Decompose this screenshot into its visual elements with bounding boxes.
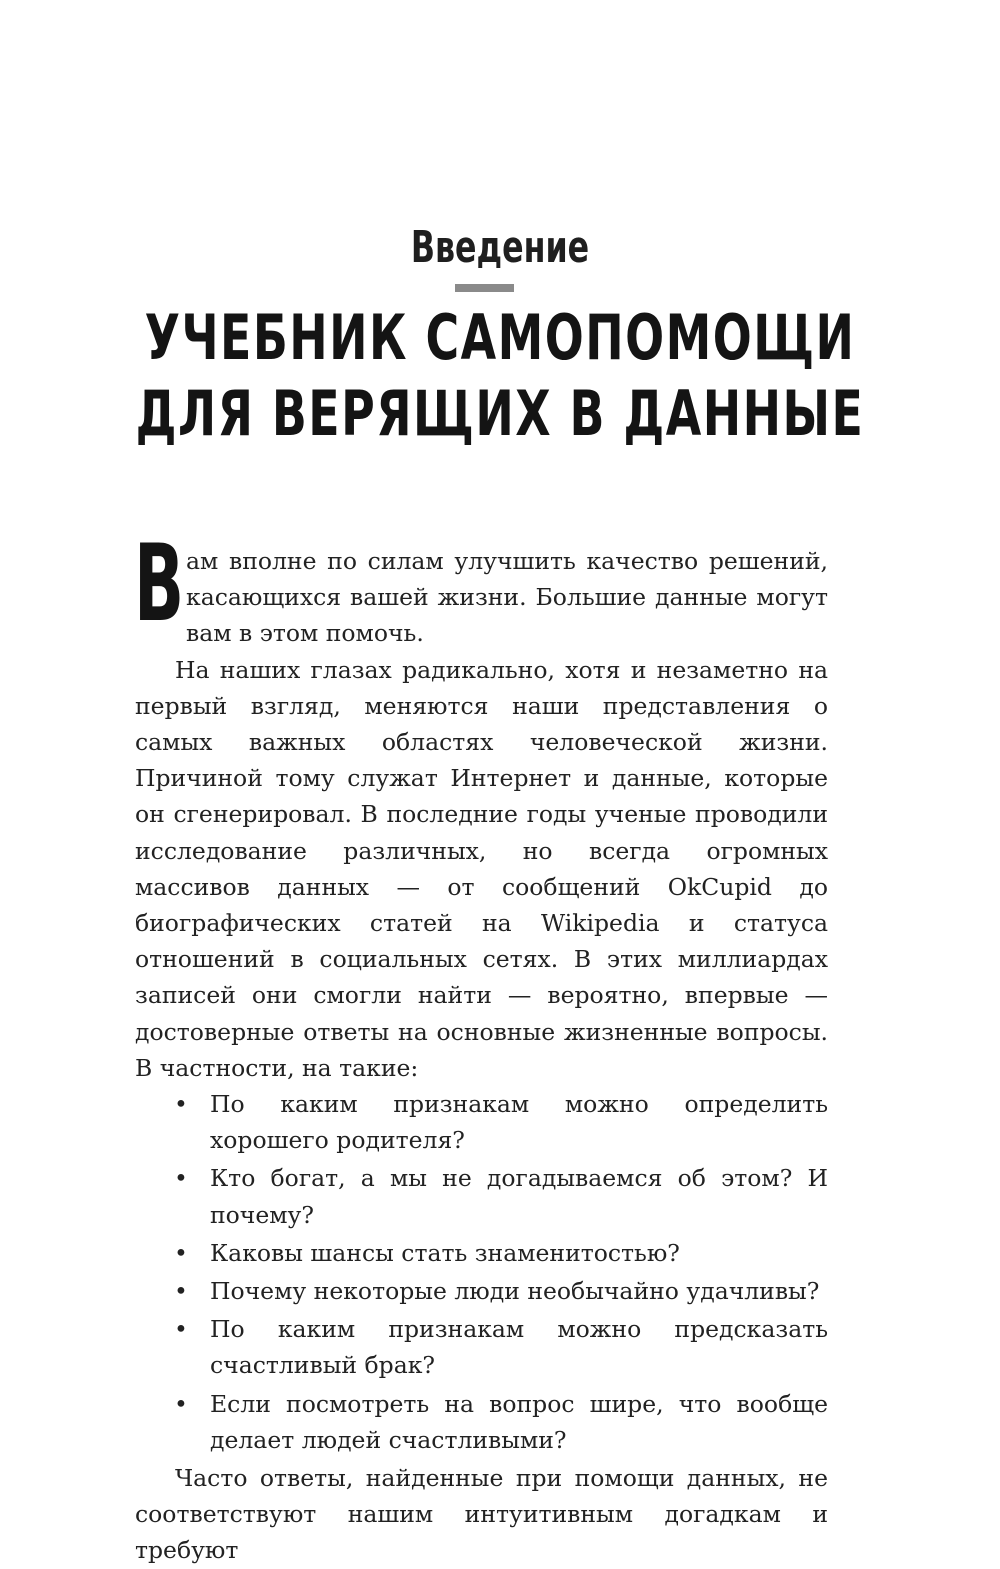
bullet-icon: • <box>174 1238 188 1267</box>
chapter-title-line-1: УЧЕБНИК САМОПОМОЩИ <box>144 301 856 374</box>
chapter-title-line-2: ДЛЯ ВЕРЯЩИХ В ДАННЫЕ <box>135 377 865 450</box>
label-divider <box>455 284 514 292</box>
list-item <box>135 1386 828 1458</box>
bullet-icon: • <box>174 1315 188 1344</box>
list-item <box>135 1311 828 1383</box>
first-paragraph-text: ам вполне по силам улучшить качество решений, касающихся вашей жизни. Большие данные могут вам в этом помочь. <box>186 547 828 648</box>
list-item-text: Если посмотреть на вопрос шире, что вообще делает людей счастливыми? <box>210 1389 828 1454</box>
second-paragraph: На наших глазах радикально, хотя и незаметно на первый взгляд, меняются наши представления о самых важных областях человеческой жизни. Причиной тому служат Интернет и данные, которые он сгенерировал. В последние годы ученые проводили исследование различных, но всегда огромных массивов данных — от сообщений OkCupid до биографических статей на Wikipedia и статуса отношений в социальных сетях. В этих миллиардах записей они смогли найти — вероятно, впервые — достоверные ответы на основные жизненные вопросы. В частности, на такие: <box>135 655 828 1082</box>
list-item <box>135 1273 828 1309</box>
chapter-label: Введение <box>410 222 590 273</box>
first-paragraph <box>134 522 828 652</box>
bullet-icon: • <box>174 1389 188 1418</box>
bullet-icon: • <box>174 1164 188 1193</box>
bullet-icon: • <box>174 1277 188 1306</box>
list-item <box>135 1235 828 1271</box>
list-item <box>135 1160 828 1232</box>
drop-cap: В <box>134 522 185 645</box>
list-item-text: Почему некоторые люди необычайно удачливы? <box>210 1277 820 1306</box>
list-item-text: По каким признакам можно предсказать счастливый брак? <box>210 1315 828 1380</box>
list-item <box>135 1086 828 1158</box>
question-list <box>135 1086 828 1458</box>
chapter-title <box>0 300 1000 452</box>
list-item-text: Кто богат, а мы не догадываемся об этом? И почему? <box>210 1164 828 1229</box>
closing-paragraph: Часто ответы, найденные при помощи данных, не соответствуют нашим интуитивным догадкам и требуют <box>135 1464 828 1565</box>
bullet-icon: • <box>174 1090 188 1119</box>
body-text <box>134 522 828 1569</box>
list-item-text: Каковы шансы стать знаменитостью? <box>210 1238 680 1267</box>
list-item-text: По каким признакам можно определить хорошего родителя? <box>210 1090 828 1155</box>
